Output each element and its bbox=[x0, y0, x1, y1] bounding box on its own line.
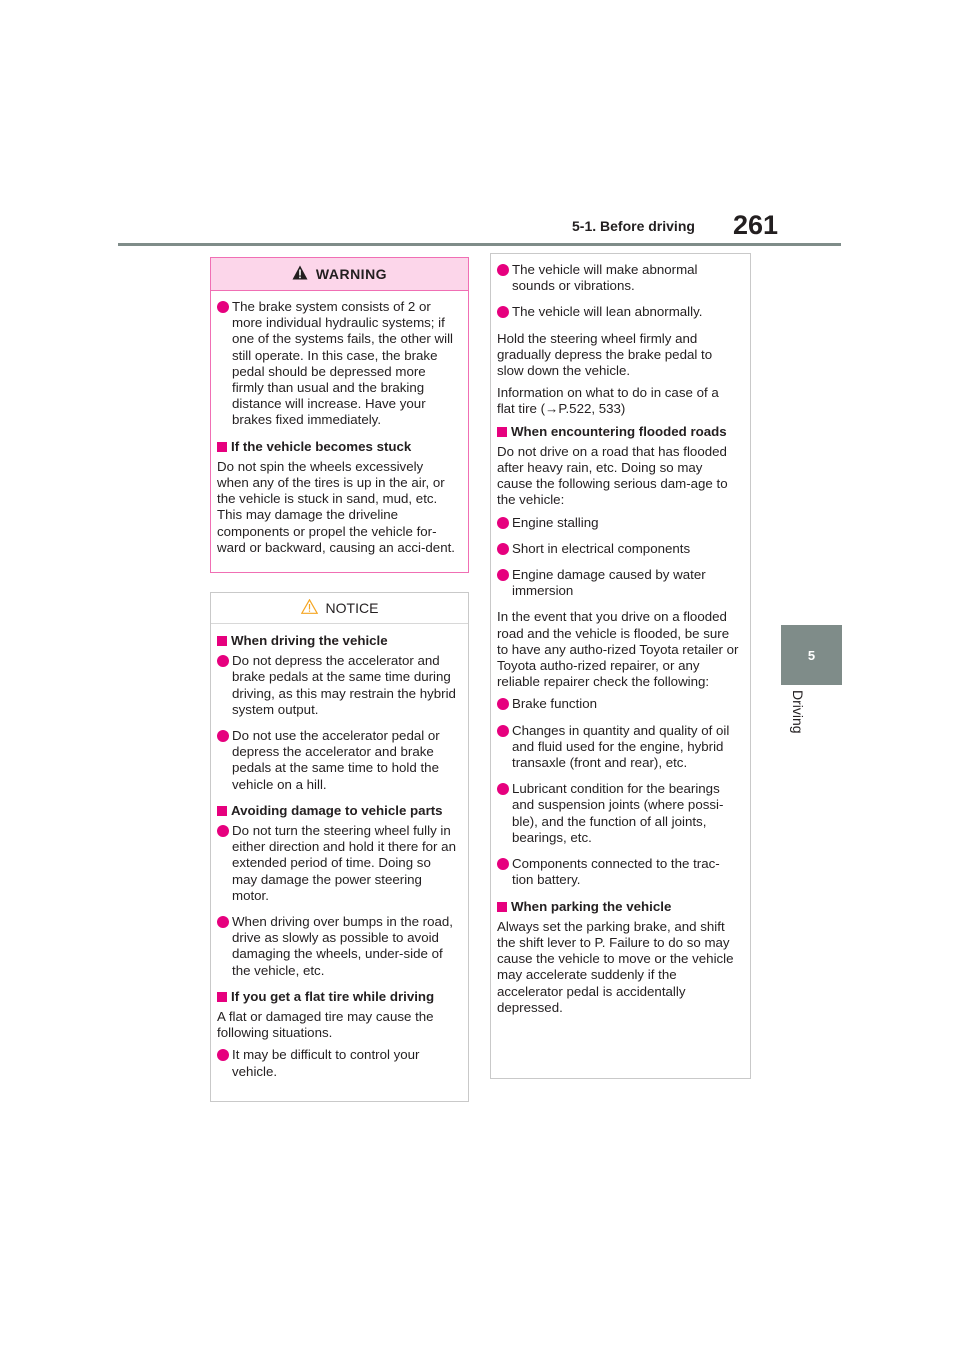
bullet-icon bbox=[217, 301, 229, 313]
list-item: Brake function bbox=[497, 696, 740, 712]
bullet-icon bbox=[497, 725, 509, 737]
bullet-icon bbox=[217, 730, 229, 742]
subheading: If the vehicle becomes stuck bbox=[217, 439, 458, 455]
list-item: Do not depress the accelerator and brake pedals at the same time during driving, as this may restrain the hybrid system output. bbox=[217, 653, 458, 718]
warning-title: WARNING bbox=[315, 266, 388, 282]
paragraph: In the event that you drive on a flooded road and the vehicle is flooded, be sure to have any autho-rized Toyota retailer or Toyota autho-rized repairer, or any reliable repairer check the following: bbox=[497, 609, 739, 690]
subheading: When driving the vehicle bbox=[217, 633, 458, 649]
warning-triangle-icon bbox=[292, 265, 308, 283]
bullet-icon bbox=[497, 517, 509, 529]
bullet-icon bbox=[497, 858, 509, 870]
list-item: Do not use the accelerator pedal or depress the accelerator and brake pedals at the same time to hold the vehicle on a hill. bbox=[217, 728, 458, 793]
list-item: The brake system consists of 2 or more individual hydraulic systems; if one of the systems fails, the other will still operate. In this case, the brake pedal should be depressed more firmly than usual and the braking distance will increase. Have your brakes fixed immediately. bbox=[217, 299, 458, 429]
chapter-label: Driving bbox=[790, 690, 806, 734]
square-bullet-icon bbox=[217, 636, 227, 646]
notice-box bbox=[210, 592, 469, 1102]
list-item: The vehicle will make abnormal sounds or vibrations. bbox=[497, 262, 740, 294]
caution-triangle-icon bbox=[301, 599, 318, 617]
square-bullet-icon bbox=[217, 992, 227, 1002]
bullet-icon bbox=[497, 783, 509, 795]
paragraph: Information on what to do in case of a flat tire (→P.522, 533) bbox=[497, 385, 719, 417]
list-item: Components connected to the trac-tion battery. bbox=[497, 856, 740, 888]
list-item: Engine stalling bbox=[497, 515, 740, 531]
bullet-icon bbox=[217, 1049, 229, 1061]
square-bullet-icon bbox=[217, 442, 227, 452]
paragraph: Hold the steering wheel firmly and gradually depress the brake pedal to slow down the vehicle. bbox=[497, 330, 713, 379]
warning-header bbox=[211, 258, 468, 291]
list-item: Changes in quantity and quality of oil and fluid used for the engine, hybrid transaxle (front and rear), etc. bbox=[497, 723, 740, 772]
bullet-icon bbox=[497, 569, 509, 581]
square-bullet-icon bbox=[497, 427, 507, 437]
square-bullet-icon bbox=[497, 902, 507, 912]
square-bullet-icon bbox=[217, 806, 227, 816]
list-item: The vehicle will lean abnormally. bbox=[497, 304, 740, 320]
bullet-icon bbox=[497, 306, 509, 318]
bullet-icon bbox=[217, 825, 229, 837]
list-item: Engine damage caused by water immersion bbox=[497, 567, 740, 599]
paragraph: Do not drive on a road that has flooded after heavy rain, etc. Doing so may cause the following serious dam-age to the vehicle: bbox=[497, 443, 728, 508]
chapter-tab[interactable]: 5 bbox=[781, 625, 842, 685]
list-item: Short in electrical components bbox=[497, 541, 740, 557]
bullet-icon bbox=[497, 698, 509, 710]
warning-box bbox=[210, 257, 469, 573]
list-item: Lubricant condition for the bearings and suspension joints (where possi-ble), and the function of all joints, bearings, etc. bbox=[497, 781, 740, 846]
list-item: It may be difficult to control your vehicle. bbox=[217, 1047, 458, 1079]
subheading: If you get a flat tire while driving bbox=[217, 989, 458, 1005]
subheading: When encountering flooded roads bbox=[497, 424, 740, 440]
bullet-icon bbox=[217, 655, 229, 667]
notice-header bbox=[211, 593, 468, 624]
paragraph: A flat or damaged tire may cause the following situations. bbox=[217, 1009, 434, 1041]
list-item: When driving over bumps in the road, drive as slowly as possible to avoid damaging the wheels, under-side of the vehicle, etc. bbox=[217, 914, 458, 979]
notice-title: NOTICE bbox=[325, 600, 379, 616]
notice-continuation-box bbox=[490, 253, 751, 1079]
page-number: 261 bbox=[733, 210, 779, 240]
bullet-icon bbox=[217, 916, 229, 928]
section-title: 5-1. Before driving bbox=[572, 218, 695, 234]
list-item: Do not turn the steering wheel fully in either direction and hold it there for an extended period of time. Doing so may damage the power steering motor. bbox=[217, 823, 458, 904]
header-rule bbox=[118, 243, 841, 246]
subheading: When parking the vehicle bbox=[497, 899, 740, 915]
paragraph: Always set the parking brake, and shift the shift lever to P. Failure to do so may cause the vehicle to move or the vehicle may accelerate suddenly if the accelerator pedal is accidentally depressed. bbox=[497, 918, 734, 1015]
subheading: Avoiding damage to vehicle parts bbox=[217, 803, 458, 819]
bullet-icon bbox=[497, 543, 509, 555]
paragraph: Do not spin the wheels excessively when any of the tires is up in the air, or the vehicle is stuck in sand, mud, etc. This may damage the driveline components or propel the vehicle for-ward or backward, causing an acci-dent. bbox=[217, 458, 455, 555]
bullet-icon bbox=[497, 264, 509, 276]
